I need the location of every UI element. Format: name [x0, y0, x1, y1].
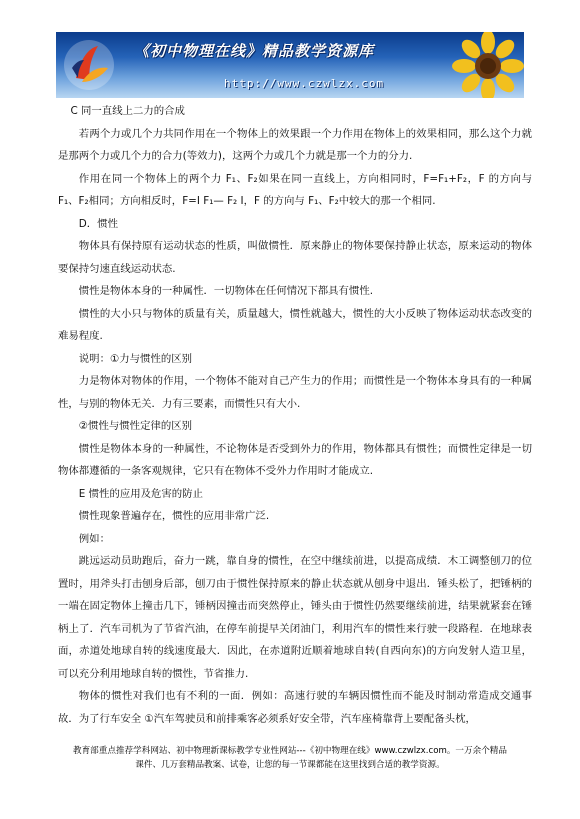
section-heading-d: D．惯性: [78, 217, 118, 230]
paragraph: 力是物体对物体的作用，一个物体不能对自己产生力的作用；而惯性是一个物体本身具有的一种属性，与别的物体无关．力有三要素，而惯性只有大小.: [58, 375, 532, 410]
section-heading-e: E 惯性的应用及危害的防止: [78, 487, 203, 500]
sunflower-icon: [440, 32, 524, 98]
document-body: [58, 100, 532, 730]
banner-title: 《初中物理在线》精品教学资源库: [134, 42, 375, 60]
header-banner: [56, 32, 524, 98]
footer-line-2: 课件、几万套精品教案、试卷，让您的每一节课都能在这里找到合适的教学资源。: [135, 760, 445, 770]
banner-url: http://www.czwlzx.com: [224, 77, 385, 90]
page-footer: [40, 744, 540, 772]
note-subheading: ②惯性与惯性定律的区别: [78, 420, 193, 432]
paragraph: 若两个力或几个力共同作用在一个物体上的效果跟一个力作用在物体上的效果相同，那么这个力就是那两个力或几个力的合力(等效力)，这两个力或几个力就是那一个力的分力.: [58, 127, 532, 162]
paragraph: 惯性是物体本身的一种属性，不论物体是否受到外力的作用，物体都具有惯性；而惯性定律是一切物体都遵循的一条客观规律，它只有在物体不受外力作用时才能成立.: [58, 442, 532, 477]
section-heading-c: C 同一直线上二力的合成: [70, 105, 185, 117]
paragraph: 物体的惯性对我们也有不利的一面．例如：高速行驶的车辆因惯性而不能及时制动常造成交通事故．为了行车安全 ①汽车驾驶员和前排乘客必须系好安全带，汽车座椅靠背上要配备头枕，: [58, 690, 532, 725]
paragraph: 惯性现象普遍存在，惯性的应用非常广泛.: [78, 510, 270, 522]
paragraph: 物体具有保持原有运动状态的性质，叫做惯性．原来静止的物体要保持静止状态，原来运动的物体要保持匀速直线运动状态.: [58, 240, 532, 275]
note-heading: 说明：①力与惯性的区别: [78, 352, 193, 365]
footer-line-1: 教育部重点推荐学科网站、初中物理新课标教学专业性网站---《初中物理在线》www.czwlzx.com。一万余个精品: [72, 746, 507, 756]
paragraph: 惯性的大小只与物体的质量有关，质量越大，惯性就越大，惯性的大小反映了物体运动状态改变的难易程度.: [58, 307, 532, 342]
example-label: 例如：: [78, 532, 110, 545]
paragraph: 惯性是物体本身的一种属性．一切物体在任何情况下都具有惯性.: [78, 285, 374, 297]
paragraph: 跳远运动员助跑后，奋力一跳，靠自身的惯性，在空中继续前进，以提高成绩．木工调整刨刀的位置时，用斧头打击刨身后部，刨刀由于惯性保持原来的静止状态就从刨身中退出．锤头松了，把锤柄的一端在固定物体上撞击几下，锤柄因撞击而突然停止，锤头由于惯性仍然要继续前进，结果就紧套在锤柄上了．汽车司机为了节省汽油，在停车前提早关闭油门，利用汽车的惯性来行驶一段路程．在地球表面，赤道处地球自转的线速度最大．因此，在赤道附近顺着地球自转(自西向东)的方向发射人造卫星，可以充分利用地球自转的惯性，节省推力.: [58, 555, 532, 680]
site-logo-icon: [62, 38, 116, 92]
paragraph: 作用在同一个物体上的两个力 F₁、F₂如果在同一直线上，方向相同时，F=F₁+F₂，F 的方向与 F₁、F₂相同；方向相反时，F=I F₁— F₂ I，F 的方向与 F₁、F₂中较大的那一个相同.: [58, 172, 532, 207]
